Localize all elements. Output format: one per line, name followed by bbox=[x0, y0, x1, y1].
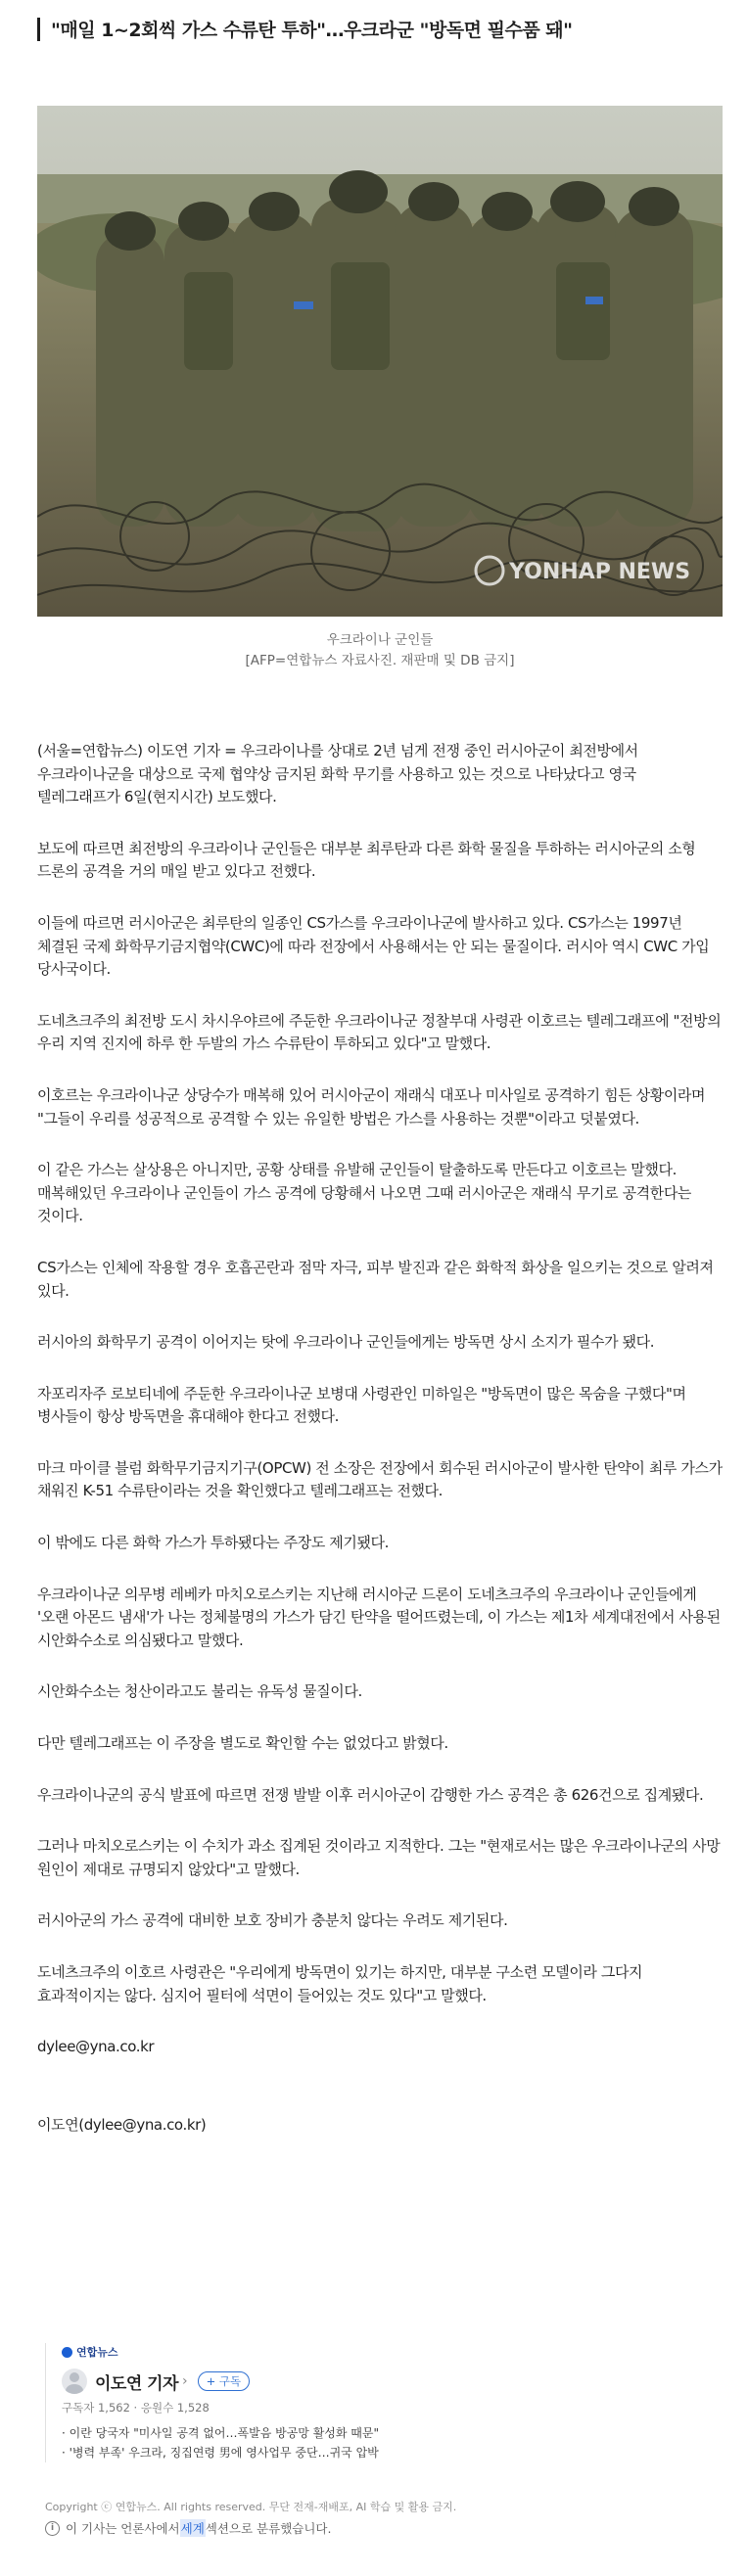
related-article-link[interactable]: · 이란 당국자 "미사일 공격 없어…폭발음 방공망 활성화 때문" bbox=[62, 2426, 379, 2440]
paragraph: 도네츠크주의 이호르 사령관은 "우리에게 방독면이 있기는 하지만, 대부분 구소련 모델이라 그다지 효과적이지는 않다. 심지어 필터에 석면이 들어있는 것도 있다"고 말했다. bbox=[37, 1963, 643, 2004]
paragraph: 러시아군의 가스 공격에 대비한 보호 장비가 충분치 않다는 우려도 제기된다. bbox=[37, 1911, 508, 1930]
paragraph: 우크라이나군의 공식 발표에 따르면 전쟁 발발 이후 러시아군이 감행한 가스 공격은 총 626건으로 집계됐다. bbox=[37, 1785, 704, 1804]
paragraph: 이호르는 우크라이나군 상당수가 매복해 있어 러시아군이 재래식 대포나 미사일로 공격하기 힘든 상황이라며 "그들이 우리를 성공적으로 공격할 수 있는 유일한 방법은 가스를 사용하는 것뿐"이라고 덧붙였다. bbox=[37, 1085, 706, 1127]
reporter-email: dylee@yna.co.kr bbox=[37, 2038, 155, 2056]
subscribe-button[interactable]: + 구독 bbox=[198, 2371, 251, 2391]
section-classification bbox=[45, 2519, 331, 2537]
paragraph: 이들에 따르면 러시아군은 최루탄의 일종인 CS가스를 우크라이나군에 발사하고 있다. CS가스는 1997년 체결된 국제 화학무기금지협약(CWC)에 따라 전장에서 사용해서는 안 되는 물질이다. 러시아 역시 CWC 가입 당사국이다. bbox=[37, 913, 710, 979]
section-link[interactable]: 세계 bbox=[180, 2521, 205, 2536]
related-article-link[interactable]: · '병력 부족' 우크라, 징집연령 男에 영사업무 중단…귀국 압박 bbox=[62, 2446, 379, 2460]
paragraph: (서울=연합뉴스) 이도연 기자 = 우크라이나를 상대로 2년 넘게 전쟁 중인 러시아군이 최전방에서 우크라이나군을 대상으로 국제 협약상 금지된 화학 무기를 사용하고 있는 것으로 나타났다고 영국 텔레그래프가 6일(현지시간) 보도했다. bbox=[37, 742, 638, 806]
classification-prefix: 이 기사는 언론사에서 bbox=[66, 2521, 180, 2536]
paragraph: 시안화수소는 청산이라고도 불리는 유독성 물질이다. bbox=[37, 1682, 362, 1701]
article-headline: "매일 1~2회씩 가스 수류탄 투하"…우크라군 "방독면 필수품 돼" bbox=[51, 20, 573, 41]
paragraph: 보도에 따르면 최전방의 우크라이나 군인들은 대부분 최루탄과 다른 화학 물질을 투하하는 러시아군의 소형 드론의 공격을 거의 매일 받고 있다고 전했다. bbox=[37, 839, 696, 881]
paragraph: 도네츠크주의 최전방 도시 차시우야르에 주둔한 우크라이나군 정찰부대 사령관 이호르는 텔레그래프에 "전방의 우리 지역 진지에 하루 한 두발의 가스 수류탄이 투하되고 있다"고 말했다. bbox=[37, 1011, 722, 1053]
paragraph: 다만 텔레그래프는 이 주장을 별도로 확인할 수는 없었다고 밝혔다. bbox=[37, 1734, 448, 1753]
info-icon: i bbox=[45, 2521, 60, 2536]
paragraph: 마크 마이클 블럼 화학무기금지기구(OPCW) 전 소장은 전장에서 회수된 러시아군이 발사한 탄약이 최루 가스가 채워진 K-51 수류탄이라는 것을 확인했다고 텔레그래프는 전했다. bbox=[37, 1458, 723, 1500]
paragraph: 우크라이나군 의무병 레베카 마치오로스키는 지난해 러시아군 드론이 도네츠크주의 우크라이나 군인들에게 '오랜 아몬드 냄새'가 나는 정체불명의 가스가 담긴 탄약을 떨어뜨렸는데, 이 가스는 제1차 세계대전에서 사용된 시안화수소로 의심됐다고 말했다. bbox=[37, 1585, 721, 1649]
author-row bbox=[62, 2367, 723, 2396]
paragraph: 이 같은 가스는 살상용은 아니지만, 공황 상태를 유발해 군인들이 탈출하도록 만든다고 이호르는 말했다. 매복해있던 우크라이나 군인들이 가스 공격에 당황해서 나오면 그때 러시아군은 재래식 무기로 공격한다는 것이다. bbox=[37, 1161, 692, 1225]
press-logo[interactable] bbox=[62, 2343, 723, 2361]
byline: 이도연(dylee@yna.co.kr) bbox=[37, 2115, 207, 2134]
paragraph: 그러나 마치오로스키는 이 수치가 과소 집계된 것이라고 지적한다. 그는 "현재로서는 많은 우크라이나군의 사망 원인이 제대로 규명되지 않았다"고 말했다. bbox=[37, 1837, 721, 1878]
headline-block bbox=[37, 14, 723, 43]
photo-caption bbox=[37, 630, 723, 671]
soldiers-photo bbox=[37, 106, 723, 617]
paragraph: 이 밖에도 다른 화학 가스가 투하됐다는 주장도 제기됐다. bbox=[37, 1534, 390, 1552]
yna-logo-icon bbox=[62, 2347, 72, 2358]
headline-bar bbox=[37, 18, 40, 41]
paragraph: CS가스는 인체에 작용할 경우 호흡곤란과 점막 자극, 피부 발진과 같은 화학적 화상을 일으키는 것으로 알려져 있다. bbox=[37, 1258, 714, 1300]
author-name[interactable]: 이도연 기자 bbox=[95, 2373, 179, 2394]
author-stats: 구독자 1,562 · 응원수 1,528 bbox=[62, 2401, 210, 2415]
article-photo[interactable] bbox=[37, 106, 723, 617]
copyright-notice: Copyright ⓒ 연합뉴스. All rights reserved. 무단 전재-재배포, AI 학습 및 활용 금지. bbox=[45, 2501, 457, 2513]
author-card bbox=[45, 2343, 723, 2462]
related-articles bbox=[62, 2423, 723, 2462]
svg-text:YONHAP NEWS: YONHAP NEWS bbox=[509, 560, 691, 584]
paragraph: 자포리자주 로보티네에 주둔한 우크라이나군 보병대 사령관인 미하일은 "방독면이 많은 목숨을 구했다"며 병사들이 항상 방독면을 휴대해야 한다고 전했다. bbox=[37, 1384, 686, 1426]
caption-credit: [AFP=연합뉴스 자료사진. 재판매 및 DB 금지] bbox=[245, 653, 515, 668]
chevron-right-icon[interactable]: › bbox=[182, 2373, 188, 2389]
article-body bbox=[37, 740, 723, 2165]
paragraph: 러시아의 화학무기 공격이 이어지는 탓에 우크라이나 군인들에게는 방독면 상시 소지가 필수가 됐다. bbox=[37, 1333, 655, 1352]
caption-title: 우크라이나 군인들 bbox=[326, 632, 434, 648]
press-name: 연합뉴스 bbox=[76, 2346, 118, 2359]
avatar[interactable] bbox=[62, 2369, 87, 2394]
classification-suffix: 섹션으로 분류했습니다. bbox=[205, 2521, 332, 2536]
